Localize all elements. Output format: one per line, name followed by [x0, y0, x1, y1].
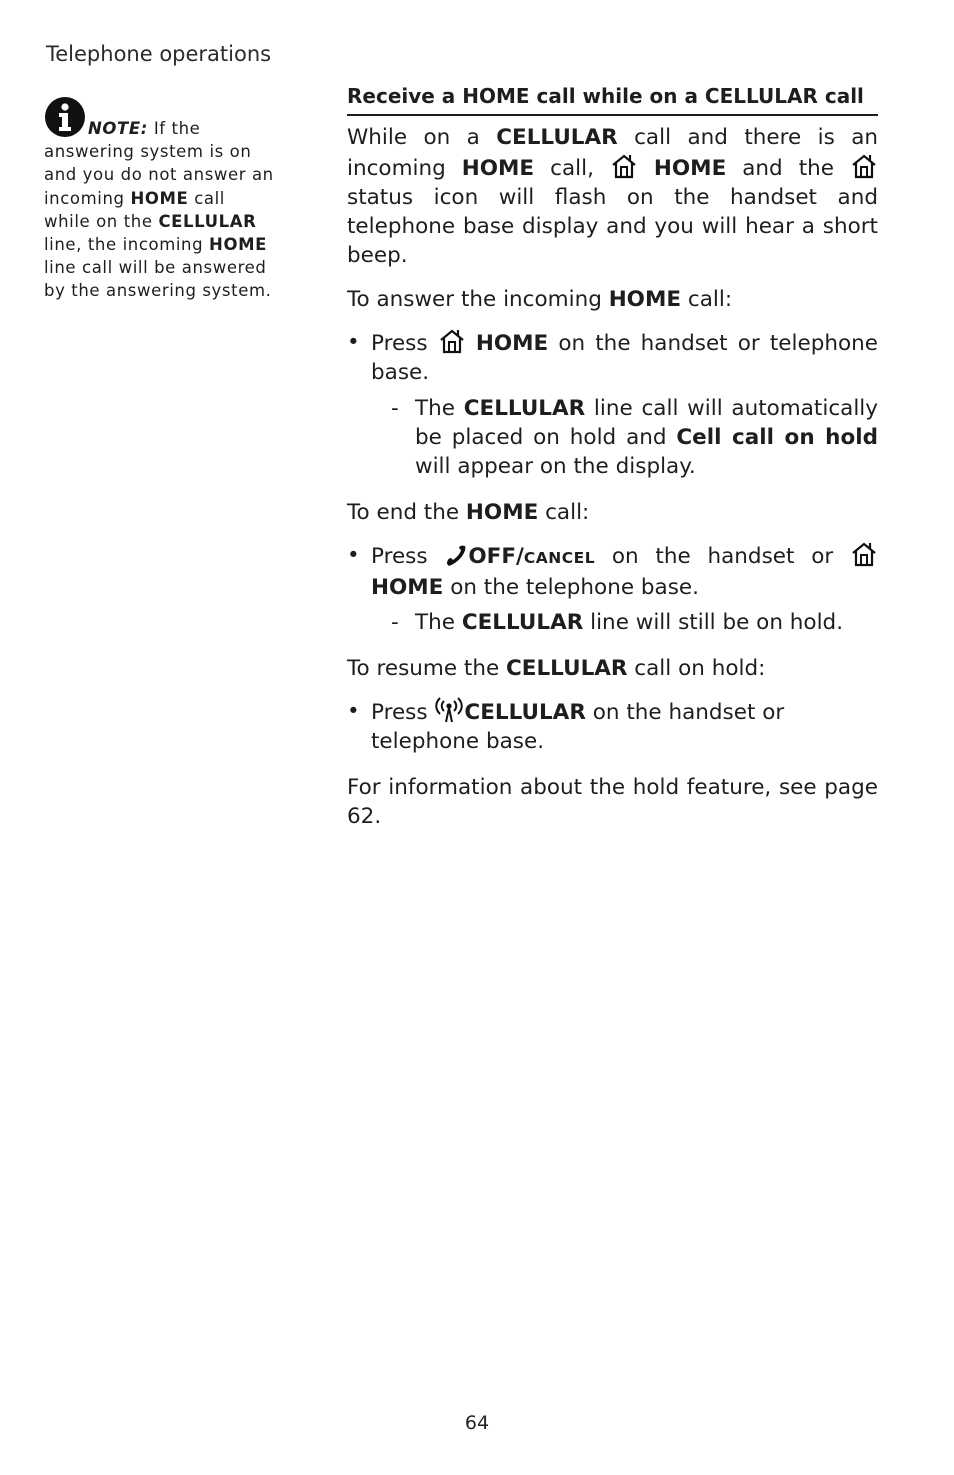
- answer-subitem: [347, 394, 878, 482]
- answer-lead: [347, 285, 878, 314]
- subitem-cell-hold: Cell call on hold: [676, 424, 879, 450]
- bullet-text: on the handset or telephone base.: [371, 700, 785, 755]
- section-title: Receive a HOME call while on a CELLULAR call: [347, 82, 878, 116]
- note-home: HOME: [209, 235, 267, 255]
- bullet-text: on the handset or telephone base.: [371, 331, 878, 386]
- intro-text: While on a: [347, 125, 497, 151]
- bullet-text: on the telephone base.: [443, 575, 699, 601]
- note-cellular: CELLULAR: [158, 211, 257, 231]
- bullet-cancel: CANCEL: [523, 548, 596, 567]
- off-cancel-icon: [444, 545, 468, 567]
- note-text: line call will be answered by the answering system.: [44, 258, 272, 301]
- end-lead-text: To end the: [347, 499, 466, 525]
- end-subitem: [347, 608, 878, 637]
- answer-lead-text: To answer the incoming: [347, 286, 609, 312]
- note-box: [44, 96, 276, 303]
- intro-text: call,: [534, 155, 610, 181]
- bullet-cellular: CELLULAR: [464, 700, 586, 726]
- answer-lead-home: HOME: [608, 286, 682, 312]
- resume-lead-cellular: CELLULAR: [506, 655, 628, 681]
- intro-home: HOME: [461, 155, 535, 181]
- note-text: line, the incoming: [44, 235, 210, 255]
- note-text: If the answering system is on and you do not answer an incoming: [44, 119, 274, 208]
- home-icon: [610, 153, 638, 179]
- resume-lead-text: To resume the: [347, 655, 507, 681]
- intro-home: HOME: [653, 155, 727, 181]
- subitem-text: line will still be on hold.: [583, 610, 844, 636]
- end-lead-home: HOME: [465, 499, 539, 525]
- answer-lead-text: call:: [681, 286, 733, 312]
- subitem-text: The: [415, 395, 464, 421]
- note-home: HOME: [130, 188, 189, 208]
- home-icon: [850, 541, 878, 567]
- info-paragraph: For information about the hold feature, see page 62.: [347, 774, 878, 829]
- note-text: call while on the: [44, 188, 225, 231]
- subitem-text: will appear on the display.: [415, 454, 696, 480]
- intro-paragraph: [347, 123, 878, 270]
- bullet-home: HOME: [371, 575, 444, 601]
- intro-text: call and there is an incoming: [347, 125, 878, 181]
- cellular-icon: [434, 697, 464, 723]
- resume-bullet: [347, 697, 878, 757]
- end-lead: [347, 498, 878, 527]
- bullet-text: Press: [371, 331, 438, 357]
- intro-text: and the: [726, 155, 850, 181]
- bullet-off: OFF/: [468, 543, 524, 569]
- home-icon: [850, 153, 878, 179]
- end-lead-text: call:: [538, 499, 590, 525]
- home-icon: [438, 328, 466, 354]
- dash-mark: -: [391, 610, 399, 636]
- bullet-text: on the handset or: [595, 543, 850, 569]
- bullet-text: Press: [371, 700, 435, 726]
- bullet-text: Press: [371, 543, 445, 569]
- resume-lead-text: call on hold:: [627, 655, 766, 681]
- subitem-text: line call will automatically be placed on hold and: [415, 395, 878, 450]
- bullet-home: HOME: [475, 331, 549, 357]
- answer-bullet: [347, 328, 878, 388]
- resume-lead: [347, 654, 878, 683]
- info-icon: [44, 96, 86, 138]
- page-number: 64: [464, 1412, 490, 1434]
- intro-cellular: CELLULAR: [496, 125, 618, 151]
- subitem-cellular: CELLULAR: [461, 610, 584, 636]
- subitem-text: The: [415, 610, 462, 636]
- dash-mark: -: [391, 395, 399, 421]
- end-bullet: [347, 541, 878, 603]
- page-header: Telephone operations: [46, 42, 272, 66]
- intro-text: status icon will flash on the handset and telephone base display and you will hear a short beep.: [347, 184, 878, 269]
- main-column: [347, 82, 878, 845]
- subitem-cellular: CELLULAR: [463, 395, 586, 421]
- note-label: NOTE:: [88, 119, 148, 138]
